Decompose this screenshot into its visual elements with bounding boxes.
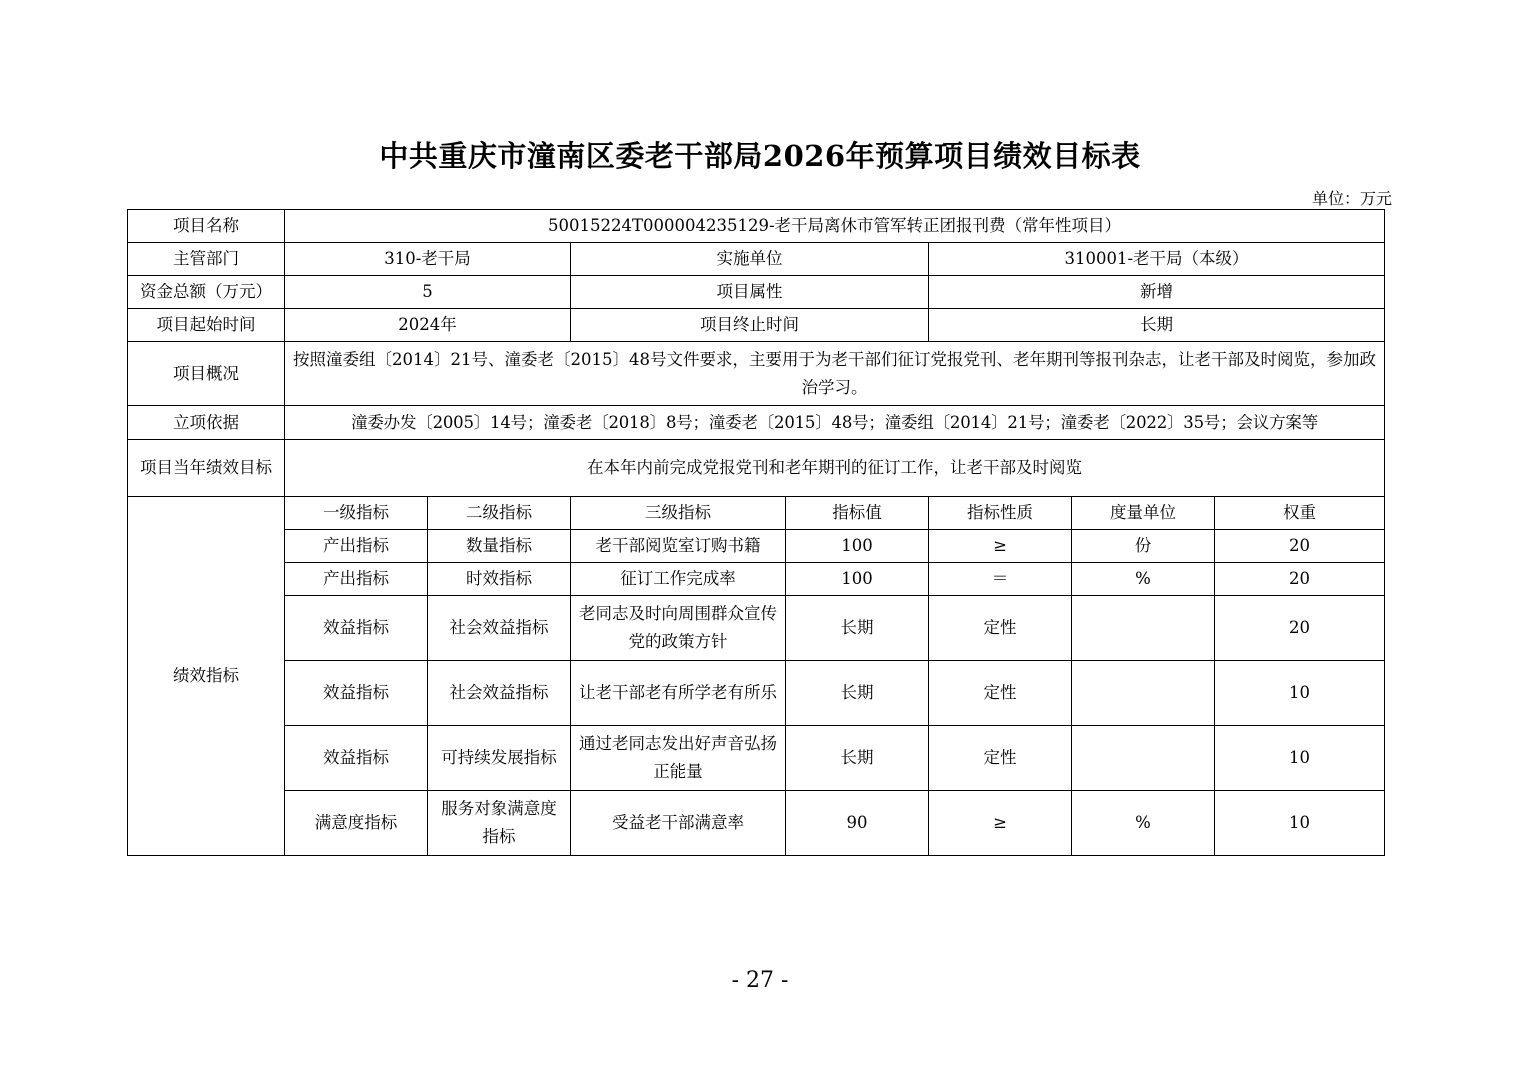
indicator-unit: % — [1072, 563, 1215, 596]
table-row — [128, 661, 1385, 726]
indicator-nature: 定性 — [929, 596, 1072, 661]
indicator-l1: 满意度指标 — [285, 791, 428, 856]
header-unit: 度量单位 — [1072, 497, 1215, 530]
indicator-header-row — [128, 497, 1385, 530]
fund-label: 资金总额（万元） — [128, 276, 285, 309]
end-label: 项目终止时间 — [571, 309, 929, 342]
document-title: 中共重庆市潼南区委老干部局2026年预算项目绩效目标表 — [379, 139, 1141, 173]
header-l3: 三级指标 — [571, 497, 786, 530]
row-project-name — [128, 210, 1385, 243]
row-time — [128, 309, 1385, 342]
indicator-l3: 通过老同志发出好声音弘扬正能量 — [571, 726, 786, 791]
indicator-l1: 产出指标 — [285, 530, 428, 563]
fund-value: 5 — [285, 276, 571, 309]
row-fund — [128, 276, 1385, 309]
header-l2: 二级指标 — [428, 497, 571, 530]
row-overview — [128, 342, 1385, 406]
indicator-unit — [1072, 661, 1215, 726]
dept-label: 主管部门 — [128, 243, 285, 276]
project-name-label: 项目名称 — [128, 210, 285, 243]
indicator-l1: 产出指标 — [285, 563, 428, 596]
overview-value: 按照潼委组〔2014〕21号、潼委老〔2015〕48号文件要求，主要用于为老干部们征订党报党刊、老年期刊等报刊杂志，让老干部及时阅览，参加政治学习。 — [285, 342, 1385, 406]
header-l1: 一级指标 — [285, 497, 428, 530]
page-number: - 27 - — [731, 968, 789, 993]
indicator-nature: ＝ — [929, 563, 1072, 596]
indicator-value: 长期 — [786, 661, 929, 726]
attr-label: 项目属性 — [571, 276, 929, 309]
table-row — [128, 563, 1385, 596]
goal-value: 在本年内前完成党报党刊和老年期刊的征订工作，让老干部及时阅览 — [285, 440, 1385, 497]
indicator-weight: 10 — [1215, 726, 1385, 791]
overview-label: 项目概况 — [128, 342, 285, 406]
indicator-weight: 10 — [1215, 661, 1385, 726]
indicator-l3: 让老干部老有所学老有所乐 — [571, 661, 786, 726]
attr-value: 新增 — [929, 276, 1385, 309]
indicator-value: 100 — [786, 563, 929, 596]
indicator-l3: 老同志及时向周围群众宣传党的政策方针 — [571, 596, 786, 661]
indicator-unit — [1072, 596, 1215, 661]
indicator-weight: 20 — [1215, 530, 1385, 563]
impl-label: 实施单位 — [571, 243, 929, 276]
indicator-unit: 份 — [1072, 530, 1215, 563]
header-weight: 权重 — [1215, 497, 1385, 530]
basis-value: 潼委办发〔2005〕14号；潼委老〔2018〕8号；潼委老〔2015〕48号；潼委组〔2014〕21号；潼委老〔2022〕35号；会议方案等 — [285, 406, 1385, 440]
row-basis — [128, 406, 1385, 440]
indicator-value: 100 — [786, 530, 929, 563]
dept-value: 310-老干局 — [285, 243, 571, 276]
indicator-value: 长期 — [786, 726, 929, 791]
indicator-l1: 效益指标 — [285, 726, 428, 791]
table-row — [128, 596, 1385, 661]
start-value: 2024年 — [285, 309, 571, 342]
indicator-weight: 20 — [1215, 596, 1385, 661]
indicator-l1: 效益指标 — [285, 596, 428, 661]
indicator-nature: ≥ — [929, 791, 1072, 856]
indicator-l2: 社会效益指标 — [428, 596, 571, 661]
indicator-nature: 定性 — [929, 726, 1072, 791]
indicator-l3: 征订工作完成率 — [571, 563, 786, 596]
indicator-l2: 数量指标 — [428, 530, 571, 563]
table-row — [128, 530, 1385, 563]
end-value: 长期 — [929, 309, 1385, 342]
indicator-l2: 时效指标 — [428, 563, 571, 596]
row-dept — [128, 243, 1385, 276]
project-name-value: 50015224T000004235129-老干局离休市管军转正团报刊费（常年性项目） — [285, 210, 1385, 243]
row-goal — [128, 440, 1385, 497]
header-value: 指标值 — [786, 497, 929, 530]
unit-label: 单位：万元 — [1311, 189, 1392, 208]
goal-label: 项目当年绩效目标 — [128, 440, 285, 497]
indicator-nature: 定性 — [929, 661, 1072, 726]
indicator-weight: 10 — [1215, 791, 1385, 856]
indicator-l3: 老干部阅览室订购书籍 — [571, 530, 786, 563]
impl-value: 310001-老干局（本级） — [929, 243, 1385, 276]
performance-table — [127, 209, 1385, 856]
basis-label: 立项依据 — [128, 406, 285, 440]
indicator-l2: 可持续发展指标 — [428, 726, 571, 791]
indicator-unit — [1072, 726, 1215, 791]
indicator-l1: 效益指标 — [285, 661, 428, 726]
header-nature: 指标性质 — [929, 497, 1072, 530]
indicator-unit: % — [1072, 791, 1215, 856]
indicator-nature: ≥ — [929, 530, 1072, 563]
indicator-l2: 服务对象满意度指标 — [428, 791, 571, 856]
indicator-l2: 社会效益指标 — [428, 661, 571, 726]
start-label: 项目起始时间 — [128, 309, 285, 342]
table-row — [128, 791, 1385, 856]
indicators-section-label: 绩效指标 — [128, 497, 285, 856]
indicator-weight: 20 — [1215, 563, 1385, 596]
indicator-value: 长期 — [786, 596, 929, 661]
table-row — [128, 726, 1385, 791]
indicator-l3: 受益老干部满意率 — [571, 791, 786, 856]
indicator-value: 90 — [786, 791, 929, 856]
